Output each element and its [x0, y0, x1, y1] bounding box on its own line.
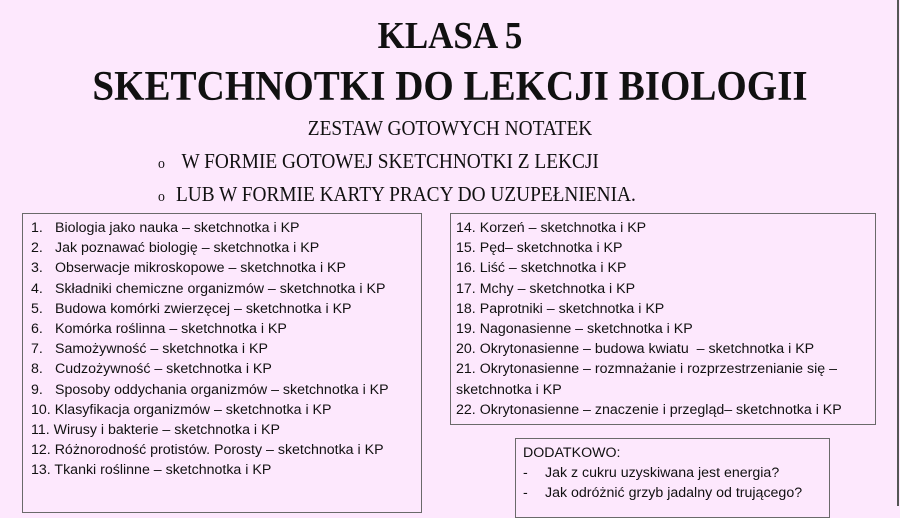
item-number: 18.	[456, 300, 476, 317]
list-item	[31, 218, 421, 238]
bullet-text: W FORMIE GOTOWEJ SKETCHNOTKI Z LEKCJI	[181, 149, 599, 173]
item-text: Obserwacje mikroskopowe – sketchnotka i KP	[55, 260, 346, 277]
item-text: Jak z cukru uzyskiwana jest energia?	[545, 465, 780, 482]
list-item	[456, 238, 875, 258]
item-text: Biologia jako nauka – sketchnotka i KP	[55, 220, 300, 236]
item-text: Paprotniki – sketchnotka i KP	[479, 300, 665, 317]
item-text: Okrytonasienne – budowa kwiatu – sketchnotka i KP	[479, 341, 815, 358]
page-title: SKETCHNOTKI DO LEKCJI BIOLOGII	[92, 64, 808, 110]
item-number: 8.	[31, 361, 43, 378]
title-class: KLASA 5	[377, 15, 523, 57]
format-bullet-sketchnote	[158, 149, 599, 176]
list-item	[456, 339, 875, 359]
item-number: 14.	[456, 220, 476, 236]
list-item	[31, 238, 421, 258]
item-text: Klasyfikacja organizmów – sketchnotka i KP	[54, 401, 332, 418]
item-number: 21.	[456, 361, 476, 378]
item-number: 15.	[456, 240, 476, 257]
list-item	[456, 359, 875, 379]
list-item	[31, 400, 421, 420]
item-text: Korzeń – sketchnotka i KP	[479, 220, 647, 236]
item-text: Jak odróżnić grzyb jadalny od trującego?	[545, 485, 803, 502]
item-text: Komórka roślinna – sketchnotka i KP	[55, 321, 287, 338]
list-item	[31, 380, 421, 400]
item-number: 12.	[31, 442, 51, 459]
item-number: 20.	[456, 341, 476, 358]
list-item	[31, 258, 421, 278]
list-item	[31, 440, 421, 460]
item-text: Pęd– sketchnotka i KP	[479, 240, 623, 257]
lesson-list-right	[450, 213, 876, 425]
list-item	[523, 483, 829, 503]
list-item	[31, 339, 421, 359]
item-number: 10.	[31, 401, 51, 418]
bullet-text: LUB W FORMIE KARTY PRACY DO UZUPEŁNIENIA.	[175, 182, 636, 206]
dash-bullet-icon: -	[523, 465, 528, 482]
item-text: Okrytonasienne – rozmnażanie i rozprzestrzenianie się –	[479, 361, 837, 378]
item-text: Okrytonasienne – znaczenie i przegląd– sketchnotka i KP	[479, 401, 842, 418]
extra-heading: DODATKOWO:	[523, 445, 621, 461]
item-number: 13.	[31, 462, 51, 479]
list-item	[31, 279, 421, 299]
list-item	[31, 299, 421, 319]
list-item	[456, 279, 875, 299]
item-number: 16.	[456, 260, 476, 277]
item-text: Różnorodność protistów. Porosty – sketchnotka i KP	[54, 442, 384, 459]
list-item	[456, 299, 875, 319]
list-item	[31, 460, 421, 480]
list-item-continuation: sketchnotka i KP	[456, 381, 562, 398]
item-text: Jak poznawać biologię – sketchnotka i KP	[55, 240, 320, 257]
item-text: Nagonasienne – sketchnotka i KP	[479, 321, 693, 338]
item-number: 6.	[31, 321, 43, 338]
circle-bullet-icon: o	[158, 156, 165, 172]
item-text: Budowa komórki zwierzęcej – sketchnotka i KP	[55, 300, 352, 317]
list-item	[456, 218, 875, 238]
item-text: Składniki chemiczne organizmów – sketchnotka i KP	[55, 280, 386, 297]
format-bullet-worksheet	[158, 182, 636, 209]
item-text: Tkanki roślinne – sketchnotka i KP	[54, 462, 272, 479]
list-item	[456, 319, 875, 339]
item-number: 17.	[456, 280, 476, 297]
item-text: Mchy – sketchnotka i KP	[479, 280, 636, 297]
item-text: Liść – sketchnotka i KP	[479, 260, 627, 277]
list-item	[456, 400, 875, 420]
item-number: 4.	[31, 280, 43, 297]
item-number: 5.	[31, 300, 43, 317]
slide-edge-divider	[897, 0, 899, 506]
item-number: 1.	[31, 220, 43, 236]
item-number: 19.	[456, 321, 476, 338]
circle-bullet-icon: o	[158, 189, 165, 205]
item-text: Samożywność – sketchnotka i KP	[55, 341, 268, 358]
subtitle: ZESTAW GOTOWYCH NOTATEK	[307, 116, 593, 140]
item-number: 11.	[31, 422, 50, 439]
list-item	[456, 258, 875, 278]
list-item	[31, 420, 421, 440]
item-number: 7.	[31, 341, 43, 358]
lesson-list-left	[22, 213, 422, 513]
item-number: 22.	[456, 401, 476, 418]
list-item	[523, 463, 829, 483]
extra-topics-box	[515, 438, 830, 518]
list-item	[31, 359, 421, 379]
item-text: Sposoby oddychania organizmów – sketchnotka i KP	[55, 381, 389, 398]
item-text: Cudzożywność – sketchnotka i KP	[55, 361, 272, 378]
dash-bullet-icon: -	[523, 485, 528, 502]
item-text: Wirusy i bakterie – sketchnotka i KP	[53, 422, 280, 439]
item-number: 9.	[31, 381, 43, 398]
list-item	[31, 319, 421, 339]
item-number: 3.	[31, 260, 43, 277]
item-number: 2.	[31, 240, 43, 257]
